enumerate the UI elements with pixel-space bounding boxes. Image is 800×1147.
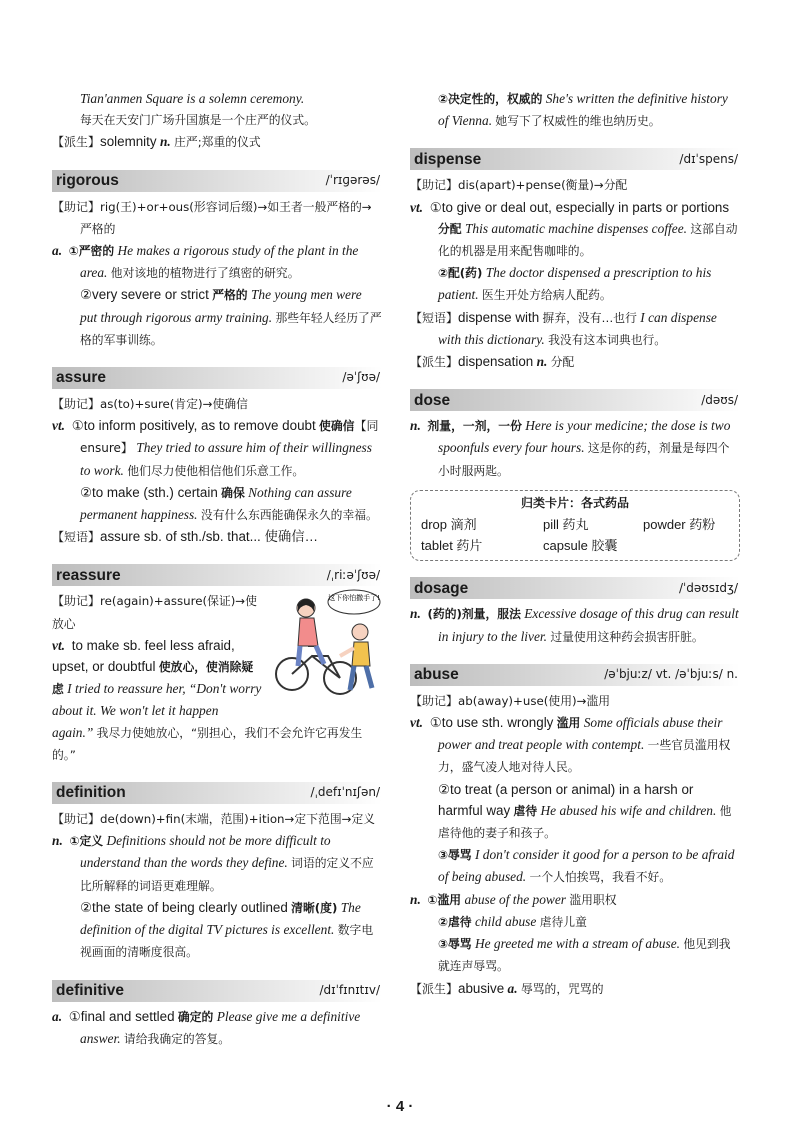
entry-abuse — [410, 664, 740, 1000]
verb-sense-3: ③辱骂 I don't consider it good for a person to be afraid of being abused. 一个人怕挨骂，我看不好。 — [438, 847, 735, 885]
sense-2: ②to make (sth.) certain 确保 Nothing can assure permanent happiness. 没有什么东西能确保永久的幸福。 — [80, 484, 378, 523]
pronunciation: /ˌriːəˈʃʊə/ — [326, 567, 380, 582]
girl-shirt — [298, 618, 318, 646]
pronunciation: /ˌdefɪˈnɪʃən/ — [310, 785, 380, 800]
verb-sense-1: vt. ①to use sth. wrongly 滥用 Some officials abuse their power and treat people with contempt. 一些官员滥用权力，盛气凌人地对待人民。 — [410, 715, 731, 775]
card-item: powder 药粉 — [643, 517, 716, 533]
bicycle-illustration — [268, 586, 386, 702]
pronunciation: /əˈbjuːz/ vt. /əˈbjuːs/ n. — [604, 667, 738, 682]
sense: n. (药的)剂量，服法 Excessive dosage of this drug can result in injury to the liver. 过量使用这种药会损害肝脏。 — [410, 606, 739, 644]
page-number: · 4 · — [386, 1098, 414, 1115]
speech-bubble-text: 这下你怕撒手了! — [328, 594, 380, 603]
headword: assure — [56, 369, 106, 387]
pronunciation: /ˈrɪɡərəs/ — [325, 173, 380, 187]
sense-1: a. ①final and settled 确定的 Please give me a definitive answer. 请给我确定的答复。 — [52, 1008, 361, 1046]
entry-reassure — [52, 564, 382, 766]
boy-head — [352, 624, 368, 640]
pronunciation: /dɪˈspens/ — [679, 151, 738, 166]
card-item: pill 药丸 — [543, 517, 589, 533]
headword-bar — [410, 664, 740, 686]
pronunciation: /ˈdəʊsɪdʒ/ — [678, 580, 738, 595]
headword: reassure — [56, 566, 121, 584]
mnemonic: 【助记】ab(away)+use(使用)→滥用 — [410, 693, 611, 708]
noun-sense-3: ③辱骂 He greeted me with a stream of abuse. 他见到我就连声辱骂。 — [438, 936, 731, 974]
headword: rigorous — [56, 172, 119, 189]
card-title: 归类卡片：各式药品 — [520, 495, 629, 510]
pronunciation: /dəʊs/ — [701, 392, 738, 407]
headword-bar — [410, 577, 740, 599]
derivation: 【派生】dispensation n. 分配 — [410, 354, 575, 370]
headword: abuse — [414, 666, 459, 684]
sense-1: a. ①严密的 He makes a rigorous study of the plant in the area. 他对该地的植物进行了缜密的研究。 — [52, 243, 359, 281]
entry-rigorous — [52, 170, 382, 351]
headword-bar — [52, 170, 382, 192]
sense-1: n. ①定义 Definitions should not be more difficult to understand than the words they define. 词语的定义不应比所解释的词语更难理解。 — [52, 833, 374, 893]
entry-definition — [52, 782, 382, 963]
card-row — [421, 535, 729, 556]
entry-solemn-tail — [52, 88, 382, 154]
definitive-sense-2: ②决定性的，权威的 She's written the definitive history of Vienna. 她写下了权威性的维也纳历史。 — [438, 91, 728, 129]
mnemonic: 【助记】rig(王)+or+ous(形容词后缀)→如王者一般严格的→严格的 — [52, 199, 372, 236]
pronunciation: /əˈʃʊə/ — [342, 370, 380, 385]
card-item: capsule 胶囊 — [543, 538, 618, 554]
mnemonic: 【助记】dis(apart)+pense(衡量)→分配 — [410, 178, 628, 193]
sense-2: ②配(药) The doctor dispensed a prescription to his patient. 医生开处方给病人配药。 — [438, 265, 712, 303]
sense: n. 剂量，一剂，一份 Here is your medicine; the dose is two spoonfuls every four hours. 这是你的药，剂量是每四个小时服两匙。 — [410, 418, 731, 478]
headword-bar — [410, 148, 740, 170]
sense-2: ②the state of being clearly outlined 清晰(度) The definition of the digital TV pictures is excellent. 数字电视画面的清晰度很高。 — [80, 899, 374, 960]
noun-sense-2: ②虐待 child abuse 虐待儿童 — [438, 913, 587, 929]
entry-assure — [52, 367, 382, 548]
right-column — [410, 88, 740, 1000]
phrase: 【短语】assure sb. of sth./sb. that... 使确信… — [52, 529, 319, 545]
headword-bar — [52, 367, 382, 389]
entry-dose — [410, 389, 740, 561]
phrase: 【短语】dispense with 摒弃，没有…也行 I can dispense with this dictionary. 我没有这本词典也行。 — [410, 309, 717, 347]
sense-1: vt. ①to give or deal out, especially in parts or portions 分配 This automatic machine dispenses coffee. 这部自动化的机器是用来配售咖啡的。 — [410, 199, 738, 259]
entry-definitive — [52, 980, 382, 1050]
mnemonic: 【助记】re(again)+assure(保证)→使放心 — [52, 594, 257, 631]
headword-bar — [410, 389, 740, 411]
card-item: drop 滴剂 — [421, 517, 477, 533]
noun-sense-1: n. ①滥用 abuse of the power 滥用职权 — [410, 891, 617, 907]
headword: definition — [56, 784, 126, 802]
verb-sense-2: ②to treat (a person or animal) in a harsh or harmful way 虐待 He abused his wife and children. 他虐待他的妻子和孩子。 — [438, 781, 732, 841]
derivation: 【派生】abusive a. 辱骂的，咒骂的 — [410, 980, 604, 996]
headword-bar — [52, 782, 382, 804]
headword: definitive — [56, 981, 125, 999]
entry-dispense — [410, 148, 740, 373]
sense: vt. to make sb. feel less afraid, upset, or doubtful 使放心，使消除疑虑 I tried to reassure her, “Don't worry about it. We won't let it happen again.” 我尽力使她放心，“别担心，我们不会允许它再发生的。” — [52, 637, 363, 762]
boy-shirt — [352, 642, 370, 666]
pronunciation: /dɪˈfɪnɪtɪv/ — [319, 982, 380, 997]
example-sentence: Tian'anmen Square is a solemn ceremony. 每天在天安门广场升国旗是一个庄严的仪式。 — [80, 91, 316, 128]
headword: dosage — [414, 579, 469, 597]
derivation: 【派生】solemnity n. 庄严;郑重的仪式 — [52, 134, 261, 150]
headword-bar — [52, 980, 382, 1002]
headword: dispense — [414, 150, 482, 168]
sense-2: ②very severe or strict 严格的 The young men were put through rigorous army training. 那些年轻人经历了严格的军事训练。 — [80, 287, 382, 347]
sense-1: vt. ①to inform positively, as to remove doubt 使确信【同 ensure】 They tried to assure him of their willingness to work. 他们尽力使他相信他们乐意工作。 — [52, 418, 379, 478]
left-column — [52, 88, 382, 1050]
category-card — [410, 490, 740, 562]
mnemonic: 【助记】as(to)+sure(肯定)→使确信 — [52, 397, 248, 412]
headword: dose — [414, 391, 451, 409]
entry-dosage — [410, 577, 740, 647]
headword-bar — [52, 564, 382, 586]
boy-arm — [340, 648, 354, 656]
mnemonic: 【助记】de(down)+fin(末端，范围)+ition→定下范围→定义 — [52, 812, 376, 827]
card-row — [421, 514, 729, 535]
card-item: tablet 药片 — [421, 538, 483, 554]
